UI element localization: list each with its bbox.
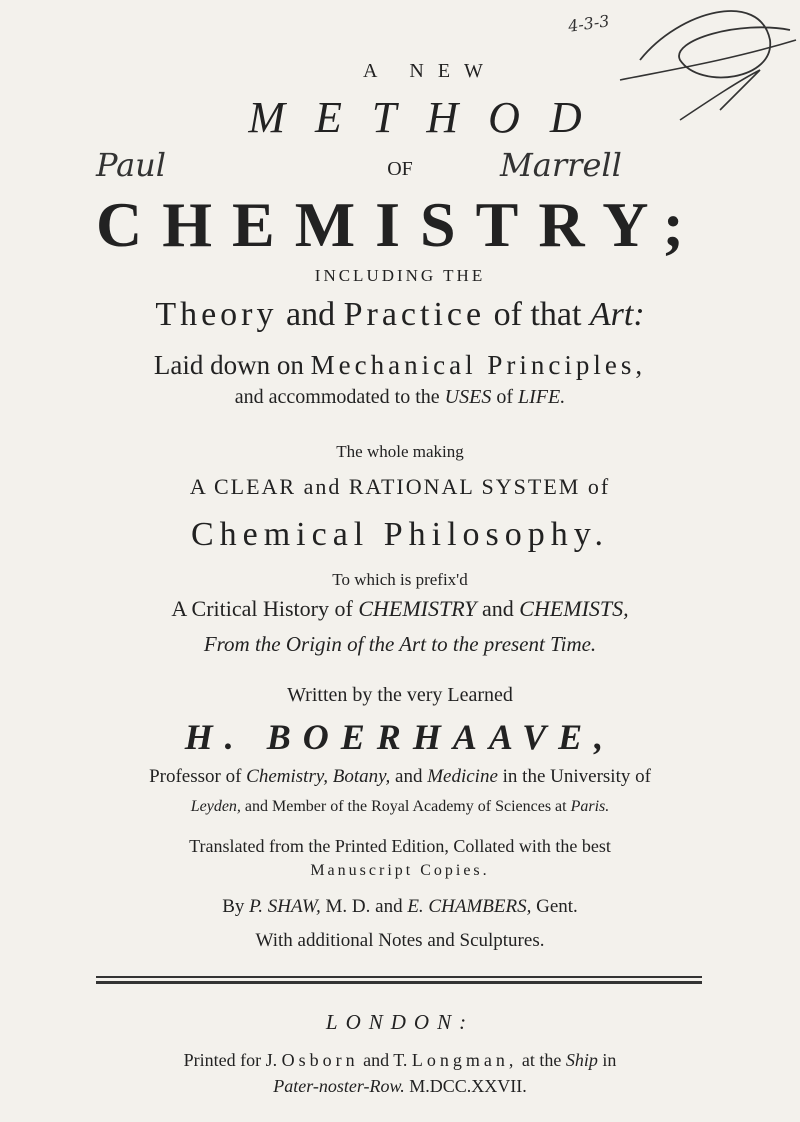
paris-word: Paris. [570, 798, 610, 815]
printed-and: and T. [363, 1050, 408, 1070]
origin-line: From the Origin of the Art to the present Time. [203, 632, 597, 656]
whole-making-line: The whole making [336, 442, 464, 461]
practice-word: Practice [343, 296, 486, 333]
shaw-name: P. SHAW, [249, 896, 321, 917]
professor-line [0, 766, 800, 788]
of-word: of [496, 386, 514, 408]
laid-down-text: Laid down on [153, 350, 304, 380]
author-name: H. BOERHAAVE, [184, 717, 616, 757]
printed-at-the: at the [521, 1050, 562, 1070]
written-by-line: Written by the very Learned [287, 684, 513, 706]
manuscript-line: Manuscript Copies. [310, 862, 490, 879]
clear-system-line: A CLEAR and RATIONAL SYSTEM of [189, 474, 611, 499]
md-and: M. D. and [325, 896, 403, 917]
ship-word: Ship [565, 1050, 598, 1070]
accommodated-text: and accommodated to the [234, 386, 440, 408]
title-a-new: A NEW [363, 60, 497, 82]
chemists-word: CHEMISTS, [519, 596, 629, 621]
professor-botany: Botany, [332, 766, 391, 787]
handwritten-name-right: Marrell [500, 146, 622, 184]
professor-and: and [395, 766, 423, 787]
by-word: By [222, 896, 245, 917]
translated-line: Translated from the Printed Edition, Collated with the best [189, 836, 611, 856]
theory-and: and [286, 296, 336, 333]
professor-university: in the University of [502, 766, 651, 787]
critical-history-line [0, 596, 800, 622]
accommodated-line [0, 386, 800, 409]
critical-and: and [482, 596, 514, 621]
professor-medicine: Medicine [427, 766, 498, 787]
chambers-name: E. CHAMBERS, [407, 896, 532, 917]
laid-down-line [0, 350, 800, 381]
printed-in: in [602, 1050, 617, 1070]
title-theory-line [0, 296, 800, 334]
theory-word: Theory [155, 296, 278, 333]
imprint-printed-line [0, 1050, 800, 1071]
mechanical-principles: Mechanical Principles, [310, 350, 647, 380]
divider-rule-thick [96, 981, 702, 984]
uses-word: USES [444, 386, 492, 408]
osborn-name: Osborn [281, 1050, 359, 1070]
handwritten-name-left: Paul [96, 146, 167, 184]
handwritten-shelfmark: 4-3-3 [566, 11, 611, 36]
longman-name: Longman, [411, 1050, 518, 1070]
leyden-line [0, 798, 800, 816]
notes-line: With additional Notes and Sculptures. [255, 930, 545, 951]
title-method: METHOD [248, 93, 612, 142]
printed-text: Printed for J. [183, 1050, 278, 1070]
imprint-year: M.DCC.XXVII. [409, 1076, 527, 1096]
paternoster-row: Pater-noster-Row. [273, 1076, 405, 1096]
imprint-london: LONDON: [325, 1010, 475, 1034]
chemistry-word: CHEMISTRY [358, 596, 477, 621]
title-chemistry: CHEMISTRY; [96, 189, 704, 260]
gent-word: Gent. [536, 896, 578, 917]
theory-art: Art: [589, 296, 645, 333]
professor-chemistry: Chemistry, [246, 766, 328, 787]
leyden-rest: and Member of the Royal Academy of Sciences at [244, 798, 567, 815]
theory-of-that: of that [493, 296, 582, 333]
translators-line [0, 896, 800, 918]
chemical-philosophy-line: Chemical Philosophy. [190, 516, 610, 553]
divider-rule [96, 976, 702, 978]
title-of: OF [387, 158, 413, 180]
imprint-address-line [0, 1076, 800, 1097]
professor-text: Professor of [149, 766, 242, 787]
life-word: LIFE. [518, 386, 566, 408]
critical-history-text: A Critical History of [171, 596, 353, 621]
prefixed-line: To which is prefix'd [332, 570, 468, 589]
leyden-word: Leyden, [190, 798, 241, 815]
title-including: INCLUDING THE [314, 266, 486, 285]
